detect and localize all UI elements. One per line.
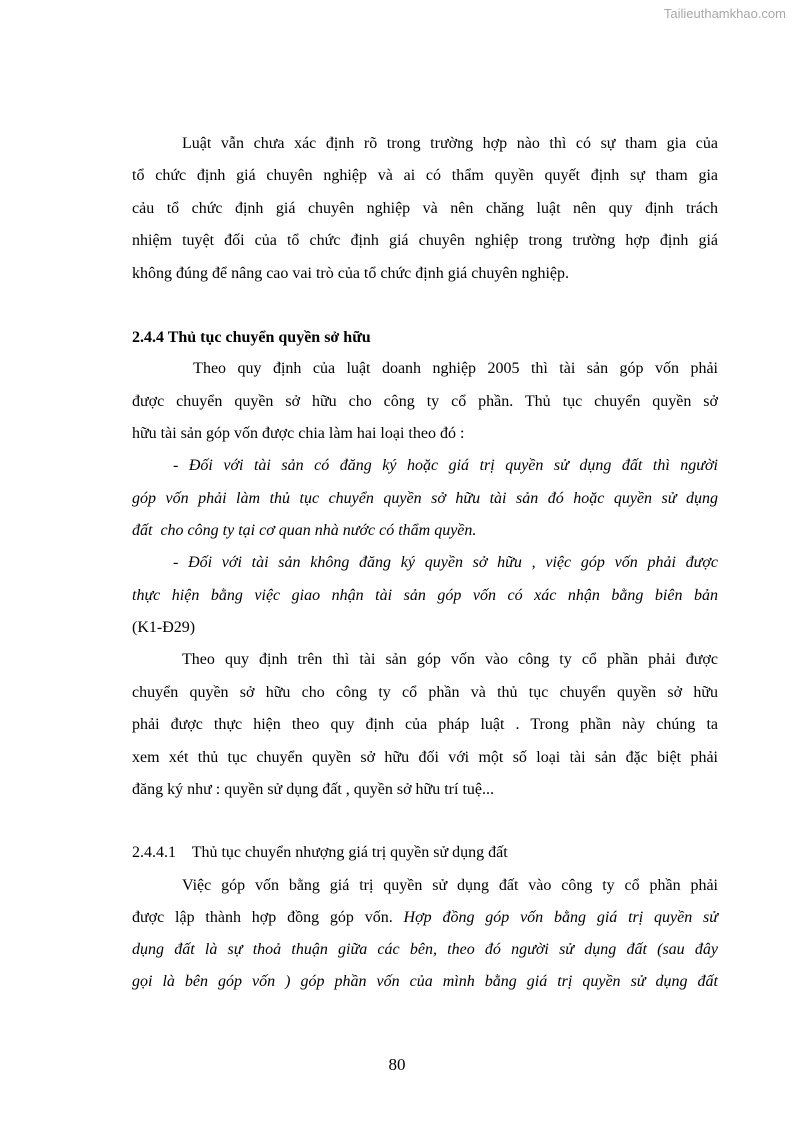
bullet-line: thực hiện bằng việc giao nhận tài sản góp vốn có xác nhận bằng biên bản	[132, 587, 718, 604]
paragraph-line: xem xét thủ tục chuyển quyền sở hữu đối với một số loại tài sản đặc biệt phải	[132, 749, 718, 766]
paragraph-line: chuyển quyền sở hữu cho công ty cổ phần và thủ tục chuyển quyền sở hữu	[132, 684, 718, 701]
paragraph-line: nhiệm tuyệt đối của tổ chức định giá chuyên nghiệp trong trường hợp định giá	[132, 232, 718, 249]
paragraph-text-italic: Hợp đồng góp vốn bằng giá trị quyền sử	[403, 909, 718, 926]
section-title: 2.4.4 Thủ tục chuyển quyền sở hữu	[132, 329, 371, 346]
bullet-line: - Đối với tài sản có đăng ký hoặc giá trị quyền sử dụng đất thì người	[173, 457, 718, 474]
bullet-line: - Đối với tài sản không đăng ký quyền sở hữu , việc góp vốn phải được	[173, 554, 718, 571]
subsection-title: 2.4.4.1 Thủ tục chuyển nhượng giá trị quyền sử dụng đất	[132, 844, 508, 861]
paragraph-line	[132, 908, 718, 928]
page-number: 80	[388, 1055, 406, 1074]
watermark: Tailieuthamkhao.com	[663, 6, 786, 21]
paragraph-line: dụng đất là sự thoả thuận giữa các bên, theo đó người sử dụng đất (sau đây	[132, 941, 718, 958]
paragraph-line: Theo quy định của luật doanh nghiệp 2005 thì tài sản góp vốn phải	[182, 360, 718, 377]
paragraph-line: đăng ký như : quyền sử dụng đất , quyền sở hữu trí tuệ...	[132, 781, 494, 798]
paragraph-line: phải được thực hiện theo quy định của pháp luật . Trong phần này chúng ta	[132, 716, 718, 733]
paragraph-line: hữu tài sản góp vốn được chia làm hai loại theo đó :	[132, 425, 465, 442]
paragraph-line: không đúng để nâng cao vai trò của tổ chức định giá chuyên nghiệp.	[132, 265, 569, 282]
legal-reference: (K1-Đ29)	[132, 619, 196, 636]
paragraph-text: được lập thành hợp đồng góp vốn.	[132, 909, 404, 926]
paragraph-line: tổ chức định giá chuyên nghiệp và ai có thẩm quyền quyết định sự tham gia	[132, 167, 718, 184]
paragraph-line: gọi là bên góp vốn ) góp phần vốn của mình bằng giá trị quyền sử dụng đất	[132, 973, 718, 990]
bullet-line: góp vốn phải làm thủ tục chuyển quyền sở hữu tài sản đó hoặc quyền sử dụng	[132, 490, 718, 507]
paragraph-line: Việc góp vốn bằng giá trị quyền sử dụng đất vào công ty cổ phần phải	[182, 877, 718, 894]
bullet-line: đất cho công ty tại cơ quan nhà nước có thẩm quyền.	[132, 522, 477, 539]
paragraph-line: Luật vẫn chưa xác định rõ trong trường hợp nào thì có sự tham gia của	[182, 135, 718, 152]
paragraph-line: cảu tổ chức định giá chuyên nghiệp và nên chăng luật nên quy định trách	[132, 200, 718, 217]
paragraph-line: được chuyển quyền sở hữu cho công ty cổ phần. Thủ tục chuyển quyền sở	[132, 393, 718, 410]
paragraph-line: Theo quy định trên thì tài sản góp vốn vào công ty cổ phần phải được	[182, 651, 718, 668]
